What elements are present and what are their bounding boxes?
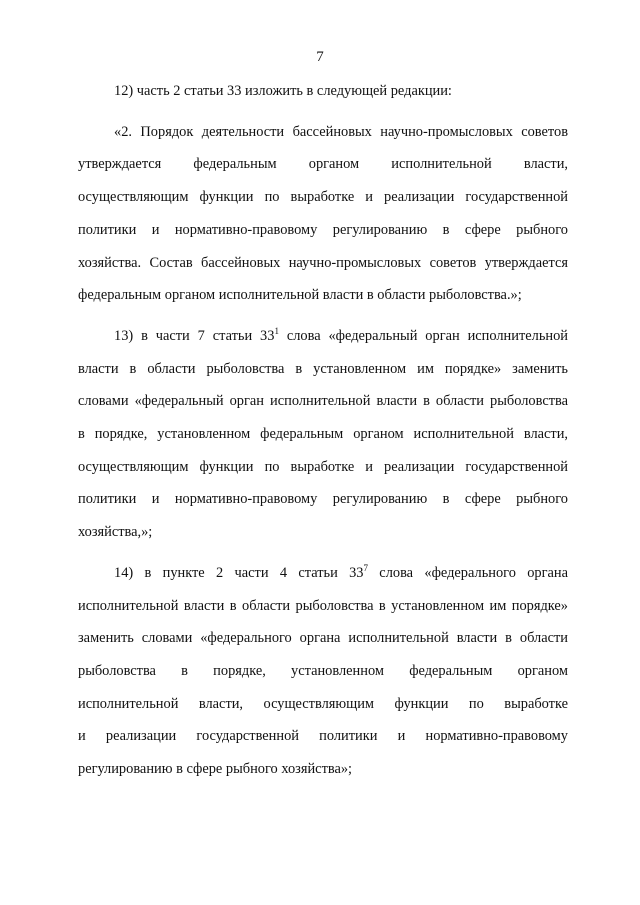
document-body [78, 75, 568, 786]
text-line: заменить словами «федерального органа исполнительной власти в области [78, 630, 568, 647]
paragraph-quoted-part-2 [78, 116, 568, 312]
text-line: регулированию в сфере рыбного хозяйства»; [78, 761, 353, 778]
paragraph-item-13 [78, 320, 568, 549]
text-line: осуществляющим функции по выработке и реализации государственной [78, 458, 568, 475]
page-number: 7 [316, 49, 324, 65]
text-line: федеральным органом исполнительной власти в области рыболовства.»; [78, 287, 522, 304]
text-line: осуществляющим функции по выработке и реализации государственной [78, 189, 568, 206]
text-fragment: 13) в части 7 статьи 33 [114, 327, 275, 344]
text-line: политики и нормативно-правовому регулированию в сфере рыбного [78, 491, 568, 508]
superscript-index: 7 [363, 562, 368, 573]
text-fragment: слова «федеральный орган исполнительной [278, 327, 568, 344]
text-fragment: слова «федерального органа [367, 564, 568, 581]
text-line: хозяйства. Состав бассейновых научно-промысловых советов утверждается [78, 254, 568, 271]
paragraph-item-12 [78, 75, 568, 108]
text-fragment: 14) в пункте 2 части 4 статьи 33 [114, 564, 364, 581]
text-line: словами «федеральный орган исполнительной власти в области рыболовства [78, 393, 568, 410]
text-line: и реализации государственной политики и нормативно-правовому [78, 728, 568, 745]
text-line [78, 557, 568, 590]
text-line: утверждается федеральным органом исполнительной власти, [78, 156, 568, 173]
superscript-index: 1 [274, 325, 279, 336]
text-line: «2. Порядок деятельности бассейновых научно-промысловых советов [114, 123, 568, 140]
text-line: исполнительной власти в области рыболовства в установленном им порядке» [78, 597, 568, 614]
text-line: власти в области рыболовства в установленном им порядке» заменить [78, 360, 568, 377]
text-line: рыболовства в порядке, установленном федеральным органом [78, 662, 568, 679]
text-line: 12) часть 2 статьи 33 изложить в следующей редакции: [114, 83, 452, 99]
text-line [78, 320, 568, 353]
text-line: в порядке, установленном федеральным органом исполнительной власти, [78, 426, 568, 443]
paragraph-item-14 [78, 557, 568, 786]
text-line: хозяйства,»; [78, 524, 153, 541]
text-line: исполнительной власти, осуществляющим функции по выработке [78, 695, 568, 712]
text-line: политики и нормативно-правовому регулированию в сфере рыбного [78, 221, 568, 238]
